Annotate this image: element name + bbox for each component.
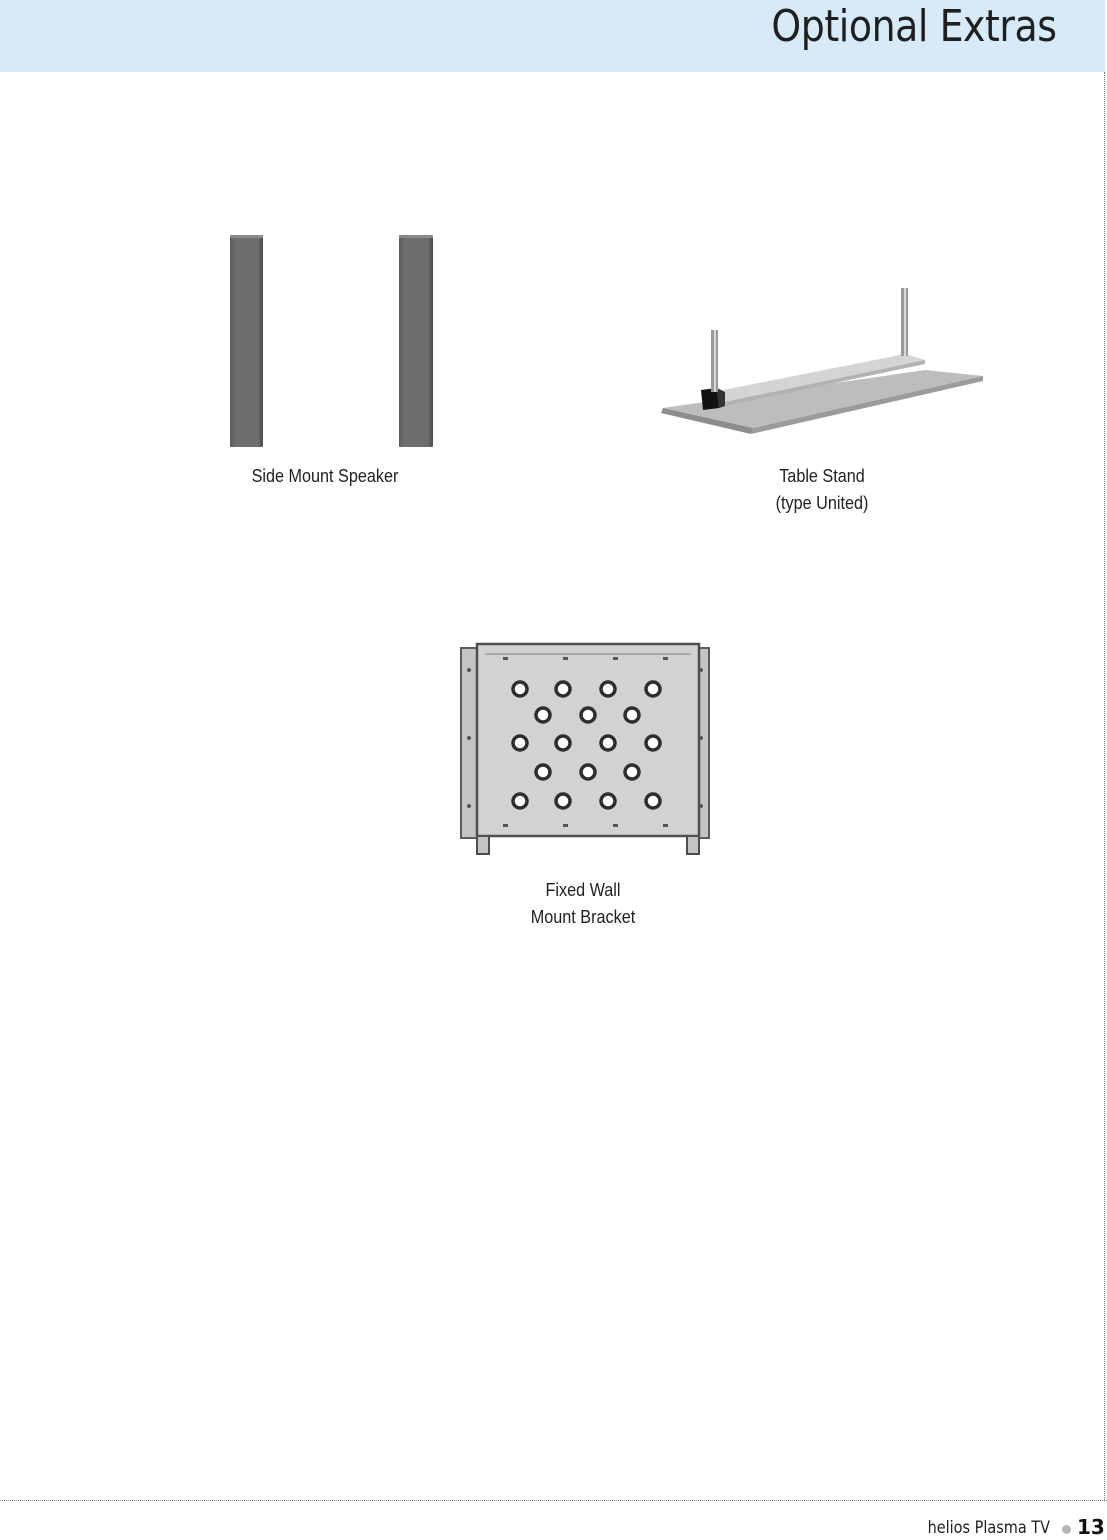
side-mount-speaker-caption	[235, 463, 415, 490]
right-dotted-rule	[1104, 72, 1105, 1500]
caption-line: Side Mount Speaker	[251, 466, 399, 486]
footer-dotted-rule	[0, 1500, 1107, 1501]
page-number: 13	[1077, 1515, 1105, 1539]
page-title: Optional Extras	[771, 1, 1057, 52]
table-stand-caption	[732, 463, 912, 517]
speaker-pair-illustration	[225, 230, 440, 450]
table-stand-illustration	[655, 282, 990, 434]
caption-line: Table Stand	[779, 466, 865, 486]
wall-bracket-illustration	[455, 638, 720, 860]
caption-line: (type United)	[775, 493, 869, 513]
footer-brand: helios Plasma TV	[927, 1518, 1050, 1538]
bullet-icon	[1062, 1525, 1071, 1534]
caption-line: Mount Bracket	[530, 907, 636, 927]
wall-bracket-caption	[493, 877, 673, 931]
caption-line: Fixed Wall	[545, 880, 621, 900]
